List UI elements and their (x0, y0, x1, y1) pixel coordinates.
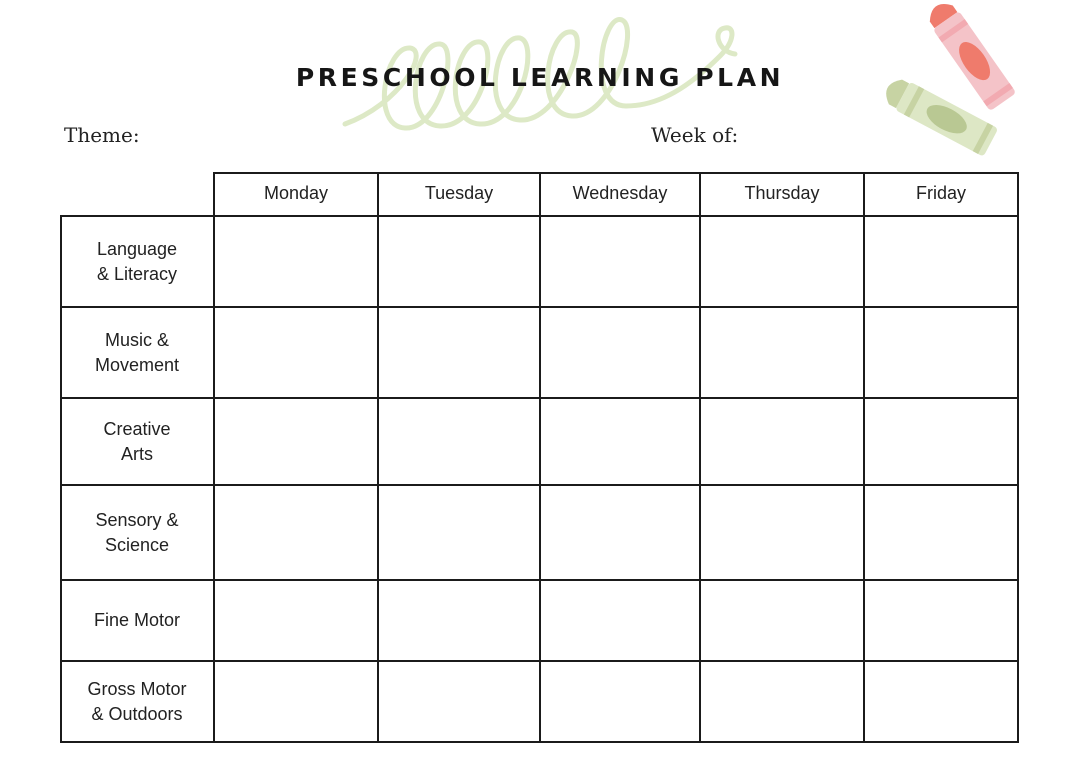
plan-cell-monday-row-6[interactable] (214, 661, 378, 742)
plan-cell-wednesday-row-6[interactable] (540, 661, 700, 742)
row-header-language-literacy: Language & Literacy (96, 238, 178, 284)
row-header-creative-arts: Creative Arts (103, 418, 171, 464)
row-header-fine-motor: Fine Motor (93, 610, 181, 630)
column-header-monday: Monday (263, 182, 329, 203)
plan-cell-tuesday-row-4[interactable] (378, 485, 540, 580)
plan-cell-friday-row-1[interactable] (864, 216, 1018, 307)
plan-cell-friday-row-3[interactable] (864, 398, 1018, 485)
plan-cell-tuesday-row-6[interactable] (378, 661, 540, 742)
plan-cell-monday-row-1[interactable] (214, 216, 378, 307)
plan-cell-monday-row-4[interactable] (214, 485, 378, 580)
plan-cell-wednesday-row-3[interactable] (540, 398, 700, 485)
plan-cell-friday-row-2[interactable] (864, 307, 1018, 398)
plan-cell-friday-row-5[interactable] (864, 580, 1018, 661)
page-title: PRESCHOOL LEARNING PLAN (295, 63, 785, 92)
plan-cell-thursday-row-3[interactable] (700, 398, 864, 485)
row-header-music-movement: Music & Movement (94, 329, 180, 375)
column-header-friday: Friday (915, 182, 966, 203)
plan-cell-monday-row-3[interactable] (214, 398, 378, 485)
plan-cell-wednesday-row-2[interactable] (540, 307, 700, 398)
plan-cell-monday-row-2[interactable] (214, 307, 378, 398)
plan-cell-thursday-row-1[interactable] (700, 216, 864, 307)
plan-cell-thursday-row-4[interactable] (700, 485, 864, 580)
plan-cell-wednesday-row-1[interactable] (540, 216, 700, 307)
plan-cell-wednesday-row-5[interactable] (540, 580, 700, 661)
plan-cell-thursday-row-5[interactable] (700, 580, 864, 661)
plan-cell-wednesday-row-4[interactable] (540, 485, 700, 580)
plan-cell-tuesday-row-1[interactable] (378, 216, 540, 307)
plan-cell-tuesday-row-2[interactable] (378, 307, 540, 398)
plan-cell-friday-row-6[interactable] (864, 661, 1018, 742)
week-of-label: Week of: (651, 123, 739, 147)
plan-cell-tuesday-row-3[interactable] (378, 398, 540, 485)
column-header-wednesday: Wednesday (572, 182, 668, 203)
column-header-tuesday: Tuesday (424, 182, 494, 203)
column-header-thursday: Thursday (744, 182, 820, 203)
row-header-gross-motor-outdoors: Gross Motor & Outdoors (87, 678, 187, 724)
plan-cell-thursday-row-6[interactable] (700, 661, 864, 742)
row-header-sensory-science: Sensory & Science (95, 509, 179, 555)
plan-cell-thursday-row-2[interactable] (700, 307, 864, 398)
theme-label: Theme: (64, 123, 140, 147)
plan-cell-tuesday-row-5[interactable] (378, 580, 540, 661)
plan-cell-friday-row-4[interactable] (864, 485, 1018, 580)
plan-cell-monday-row-5[interactable] (214, 580, 378, 661)
